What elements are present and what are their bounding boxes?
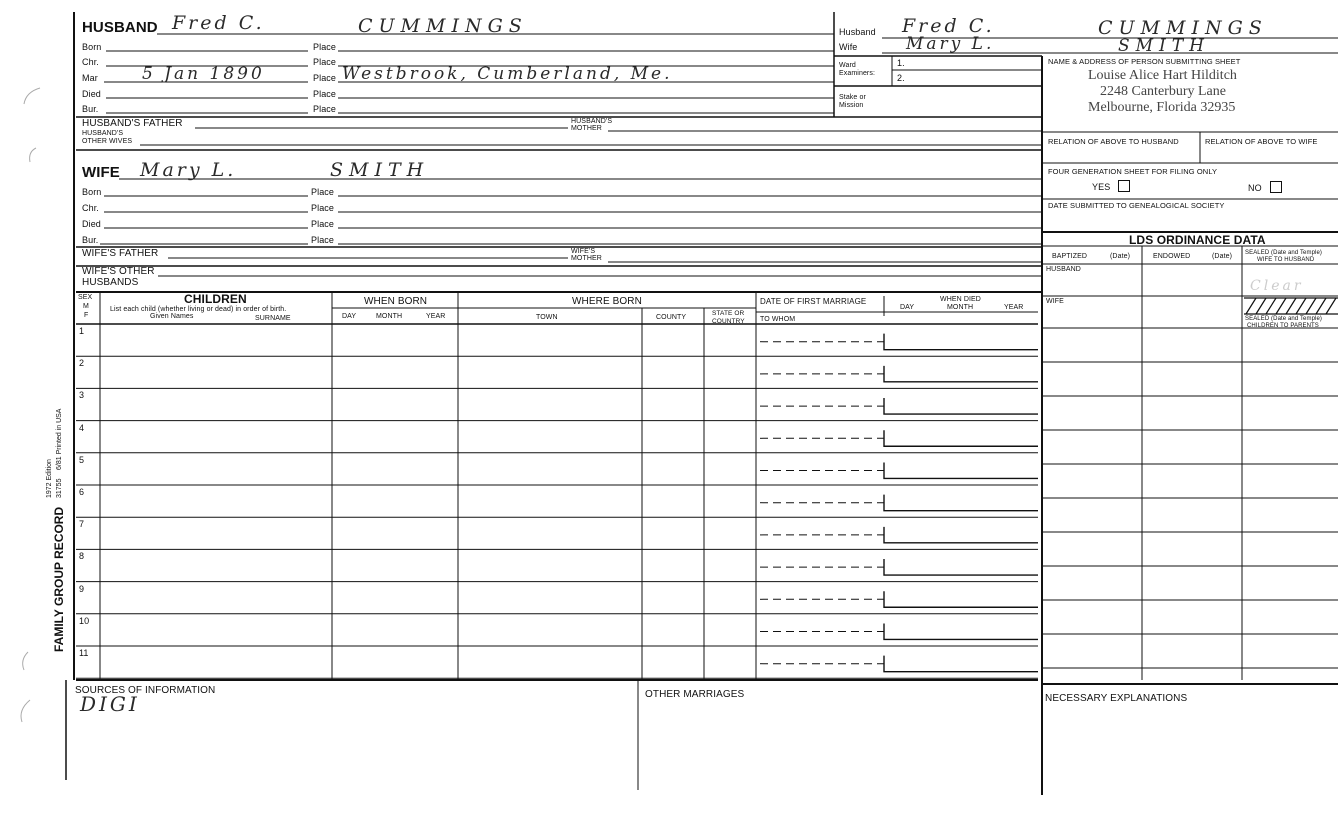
stake-label: Stake or (839, 94, 866, 101)
lds-wife-label: WIFE (1046, 298, 1064, 305)
wife-bur-place-label: Place (311, 235, 335, 245)
child-row-number: 7 (79, 519, 85, 530)
child-row-number: 9 (79, 583, 85, 594)
husband-mar-place-label: Place (313, 73, 337, 83)
child-row-number: 2 (79, 358, 85, 369)
died-date-box (884, 366, 1038, 382)
husband-mar-place: Westbrook, Cumberland, Me. (342, 64, 673, 84)
wife-chr-label: Chr. (82, 203, 99, 213)
sources-handwriting: DIGI (80, 692, 140, 716)
four-generation-label: FOUR GENERATION SHEET FOR FILING ONLY (1048, 167, 1218, 176)
relation-wife-label: RELATION OF ABOVE TO WIFE (1205, 137, 1318, 146)
died-day-label: DAY (900, 304, 915, 311)
lds-title: LDS ORDINANCE DATA (1129, 233, 1266, 247)
lds-sealed-children-1: SEALED (Date and Temple) (1245, 316, 1322, 322)
husband-mother-label-2: MOTHER (571, 125, 602, 132)
child-row-number: 8 (79, 551, 85, 562)
wife-bur-label: Bur. (82, 235, 99, 245)
died-date-box (884, 334, 1038, 350)
wife-mother-label-2: MOTHER (571, 255, 602, 262)
form-edition: 1972 Edition (46, 459, 53, 498)
child-row-number: 3 (79, 390, 85, 401)
husband-surname: CUMMINGS (358, 15, 528, 37)
husband-mar-label: Mar (82, 73, 98, 83)
children-surname-label: SURNAME (255, 315, 291, 322)
submitter-name: Louise Alice Hart Hilditch (1088, 68, 1237, 83)
sex-m-label: M (83, 303, 89, 310)
county-label: COUNTY (656, 314, 687, 321)
given-names-label: Given Names (150, 313, 194, 320)
wife-chr-place-label: Place (311, 203, 335, 213)
husband-born-place-label: Place (313, 42, 337, 52)
children-title: CHILDREN (184, 292, 247, 306)
sex-f-label: F (84, 312, 89, 319)
submitter-street: 2248 Canterbury Lane (1100, 84, 1226, 99)
wife-other-husbands-1: WIFE'S OTHER (82, 266, 155, 277)
necessary-explanations-label: NECESSARY EXPLANATIONS (1045, 693, 1188, 704)
husband-chr-label: Chr. (82, 57, 99, 67)
children-row-lines (76, 334, 1038, 679)
when-born-label: WHEN BORN (364, 296, 428, 307)
header-husband-label: Husband (839, 27, 876, 37)
form-printed: 6/81 Printed in USA (56, 408, 63, 470)
died-date-box (884, 623, 1038, 639)
wife-died-label: Died (82, 219, 101, 229)
died-date-box (884, 591, 1038, 607)
examiner-2-label: 2. (897, 73, 905, 83)
died-year-label: YEAR (1004, 304, 1024, 311)
lds-sealed-children-2: CHILDREN TO PARENTS (1247, 323, 1319, 329)
husband-born-label: Born (82, 42, 102, 52)
wife-given-name: Mary L. (140, 159, 237, 181)
children-instructions: List each child (whether living or dead) in order of birth. (110, 306, 287, 313)
lds-baptized: BAPTIZED (1052, 253, 1088, 260)
lds-date-2: (Date) (1212, 253, 1233, 260)
child-row-number: 10 (79, 615, 90, 626)
husband-mother-label-1: HUSBAND'S (571, 118, 613, 125)
husband-father-label: HUSBAND'S FATHER (82, 118, 183, 129)
child-row-number: 11 (79, 648, 89, 658)
where-born-label: WHERE BORN (572, 296, 642, 307)
child-row-number: 6 (79, 487, 85, 497)
died-date-box (884, 430, 1038, 446)
wife-father-label: WIFE'S FATHER (82, 248, 159, 259)
wife-other-husbands-2: HUSBANDS (82, 277, 139, 288)
died-date-box (884, 398, 1038, 414)
mission-label: Mission (839, 102, 864, 109)
wife-died-place-label: Place (311, 219, 335, 229)
born-year-label: YEAR (426, 313, 446, 320)
lds-sealed-wife-2: WIFE TO HUSBAND (1257, 257, 1315, 263)
husband-died-place-label: Place (313, 89, 337, 99)
sources-label: SOURCES OF INFORMATION (75, 685, 216, 696)
state-label-1: STATE OR (712, 310, 745, 317)
born-day-label: DAY (342, 313, 357, 320)
form-side-title: FAMILY GROUP RECORD (52, 506, 66, 652)
husband-given-name: Fred C. (172, 12, 265, 34)
form-number: 31755 (56, 478, 63, 498)
child-row-number: 4 (79, 422, 85, 433)
lds-husband-label: HUSBAND (1046, 266, 1081, 273)
husband-bur-label: Bur. (82, 104, 99, 114)
wife-heading: WIFE (82, 164, 120, 181)
husband-died-label: Died (82, 89, 101, 99)
state-label-2: COUNTRY (712, 318, 745, 325)
no-checkbox[interactable] (1270, 181, 1282, 193)
wife-born-label: Born (82, 187, 102, 197)
lds-sealed-wife-1: SEALED (Date and Temple) (1245, 250, 1322, 256)
lds-faint-note: Clear (1250, 278, 1304, 294)
header-wife-label: Wife (839, 42, 858, 52)
died-date-box (884, 495, 1038, 511)
wife-born-place-label: Place (311, 187, 335, 197)
to-whom-label: TO WHOM (760, 316, 796, 323)
husband-chr-place-label: Place (313, 57, 337, 67)
died-month-label: MONTH (947, 304, 974, 311)
husband-bur-place-label: Place (313, 104, 337, 114)
husband-mar-date: 5 Jan 1890 (142, 64, 265, 84)
yes-label: YES (1092, 182, 1111, 192)
header-husband-given: Fred C. (902, 15, 995, 37)
lds-endowed: ENDOWED (1153, 253, 1191, 260)
first-marriage-label: DATE OF FIRST MARRIAGE (760, 297, 867, 306)
died-date-box (884, 559, 1038, 575)
husband-other-wives-1: HUSBAND'S (82, 130, 124, 137)
husband-heading: HUSBAND (82, 19, 158, 36)
wife-surname: SMITH (330, 159, 430, 181)
died-date-box (884, 462, 1038, 478)
town-label: TOWN (536, 314, 558, 321)
when-died-label: WHEN DIED (940, 296, 981, 303)
submitter-city: Melbourne, Florida 32935 (1088, 100, 1236, 115)
lds-date-1: (Date) (1110, 253, 1131, 260)
sex-label: SEX (78, 294, 93, 301)
yes-checkbox[interactable] (1118, 180, 1130, 192)
no-label: NO (1248, 183, 1262, 193)
other-marriages-label: OTHER MARRIAGES (645, 689, 745, 700)
examiner-1-label: 1. (897, 58, 905, 68)
header-wife-given: Mary L. (906, 34, 995, 54)
ward-label: Ward (839, 62, 856, 69)
born-month-label: MONTH (376, 313, 403, 320)
child-row-number: 1 (79, 326, 85, 336)
submitter-label: NAME & ADDRESS OF PERSON SUBMITTING SHEET (1048, 57, 1241, 66)
header-wife-surname: SMITH (1118, 36, 1210, 56)
wife-mother-label-1: WIFE'S (571, 248, 596, 255)
died-date-box (884, 656, 1038, 672)
examiners-label: Examiners: (839, 70, 876, 77)
relation-husband-label: RELATION OF ABOVE TO HUSBAND (1048, 137, 1179, 146)
date-submitted-label: DATE SUBMITTED TO GENEALOGICAL SOCIETY (1048, 201, 1225, 210)
husband-other-wives-2: OTHER WIVES (82, 138, 133, 145)
died-date-box (884, 527, 1038, 543)
header-husband-surname: CUMMINGS (1098, 17, 1268, 39)
child-row-number: 5 (79, 454, 85, 465)
